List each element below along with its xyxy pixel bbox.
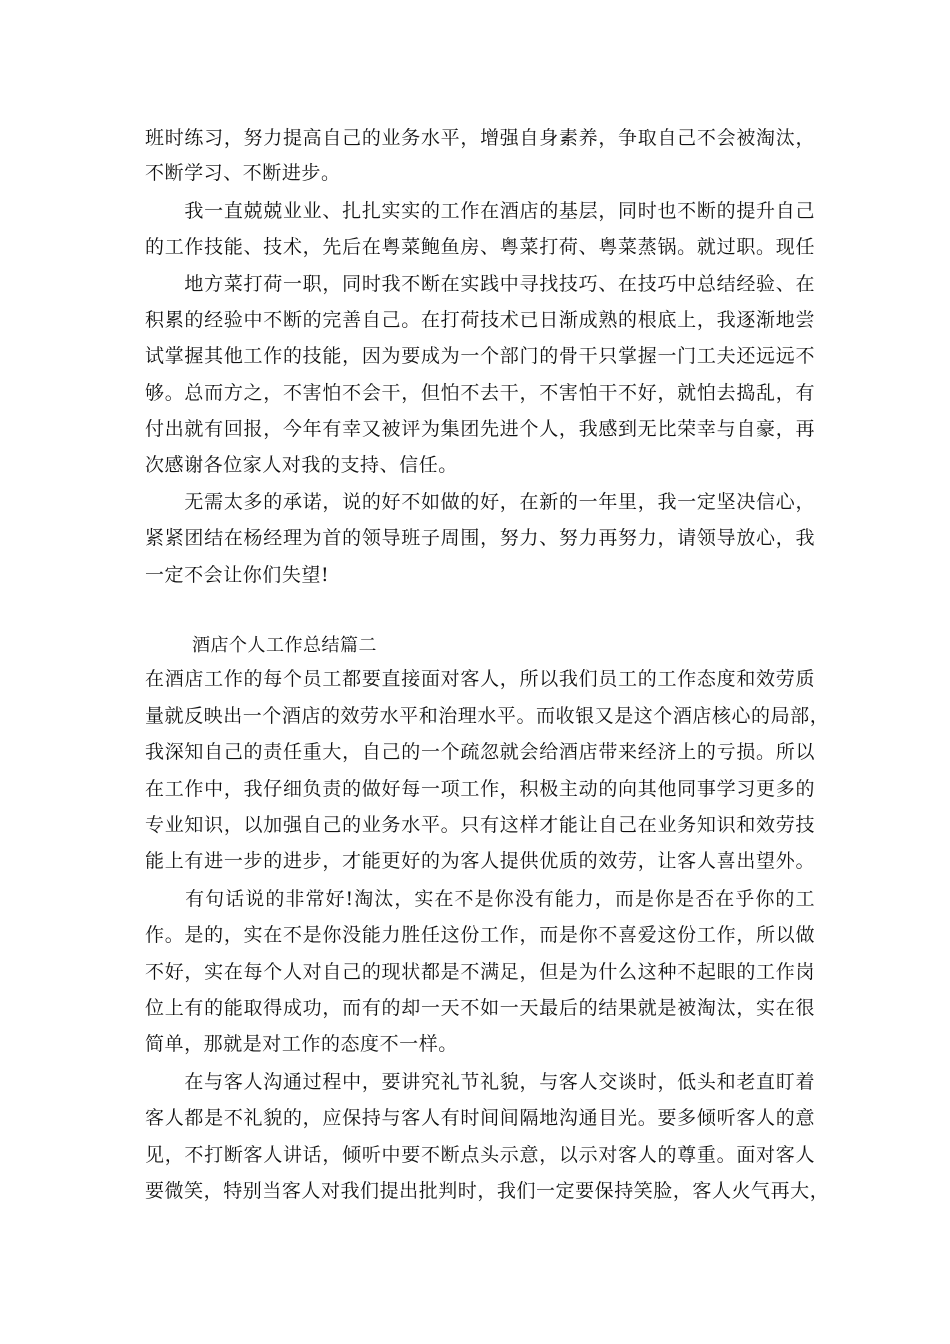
text-line: 付出就有回报，今年有幸又被评为集团先进个人，我感到无比荣幸与自豪，再 [145,418,815,440]
text-line: 能上有进一步的进步，才能更好的为客人提供优质的效劳，让客人喜出望外。 [145,850,815,872]
text-line: 紧紧团结在杨经理为首的领导班子周围，努力、努力再努力，请领导放心，我 [145,527,815,549]
text-line: 无需太多的承诺，说的好不如做的好，在新的一年里，我一定坚决信心， [145,491,815,513]
text-line: 量就反映出一个酒店的效劳水平和治理水平。而收银又是这个酒店核心的局部， [145,705,830,727]
text-line: 作。是的，实在不是你没能力胜任这份工作，而是你不喜爱这份工作，所以做 [145,924,815,946]
text-line: 位上有的能取得成功，而有的却一天不如一天最后的结果就是被淘汰，实在很 [145,997,815,1019]
text-line: 见，不打断客人讲话，倾听中要不断点头示意，以示对客人的尊重。面对客人 [145,1144,815,1166]
text-line: 试掌握其他工作的技能，因为要成为一个部门的骨干只掌握一门工夫还远远不 [145,345,815,367]
text-line: 简单，那就是对工作的态度不一样。 [145,1033,458,1055]
text-line: 客人都是不礼貌的，应保持与客人有时间间隔地沟通目光。要多倾听客人的意 [145,1107,815,1129]
text-line: 有句话说的非常好!淘汰，实在不是你没有能力，而是你是否在乎你的工 [145,888,815,910]
text-line: 积累的经验中不断的完善自己。在打荷技术已日渐成熟的根底上，我逐渐地尝 [145,309,815,331]
text-line: 在酒店工作的每个员工都要直接面对客人，所以我们员工的工作态度和效劳质 [145,668,815,690]
text-line: 我深知自己的责任重大，自己的一个疏忽就会给酒店带来经济上的亏损。所以 [145,741,815,763]
text-line: 专业知识，以加强自己的业务水平。只有这样才能让自己在业务知识和效劳技 [145,814,815,836]
text-line: 一定不会让你们失望! [145,564,330,586]
text-line: 在与客人沟通过程中，要讲究礼节礼貌，与客人交谈时，低头和老直盯着 [145,1071,815,1093]
text-line: 够。总而方之，不害怕不会干，但怕不去干，不害怕干不好，就怕去捣乱，有 [145,382,815,404]
text-line: 要微笑，特别当客人对我们提出批判时，我们一定要保持笑脸，客人火气再大， [145,1180,830,1202]
text-line: 不好，实在每个人对自己的现状都是不满足，但是为什么这种不起眼的工作岗 [145,961,815,983]
text-line: 班时练习，努力提高自己的业务水平，增强自身素养，争取自己不会被淘汰， [145,127,815,149]
section-heading: 酒店个人工作总结篇二 [192,635,377,656]
text-line: 次感谢各位家人对我的支持、信任。 [145,454,458,476]
text-line: 在工作中，我仔细负责的做好每一项工作，积极主动的向其他同事学习更多的 [145,778,815,800]
text-line: 我一直兢兢业业、扎扎实实的工作在酒店的基层，同时也不断的提升自己 [145,200,815,222]
text-line: 不断学习、不断进步。 [145,162,341,184]
text-line: 地方菜打荷一职，同时我不断在实践中寻找技巧、在技巧中总结经验、在 [145,273,815,295]
text-line: 的工作技能、技术，先后在粤菜鲍鱼房、粤菜打荷、粤菜蒸锅。就过职。现任 [145,236,815,258]
